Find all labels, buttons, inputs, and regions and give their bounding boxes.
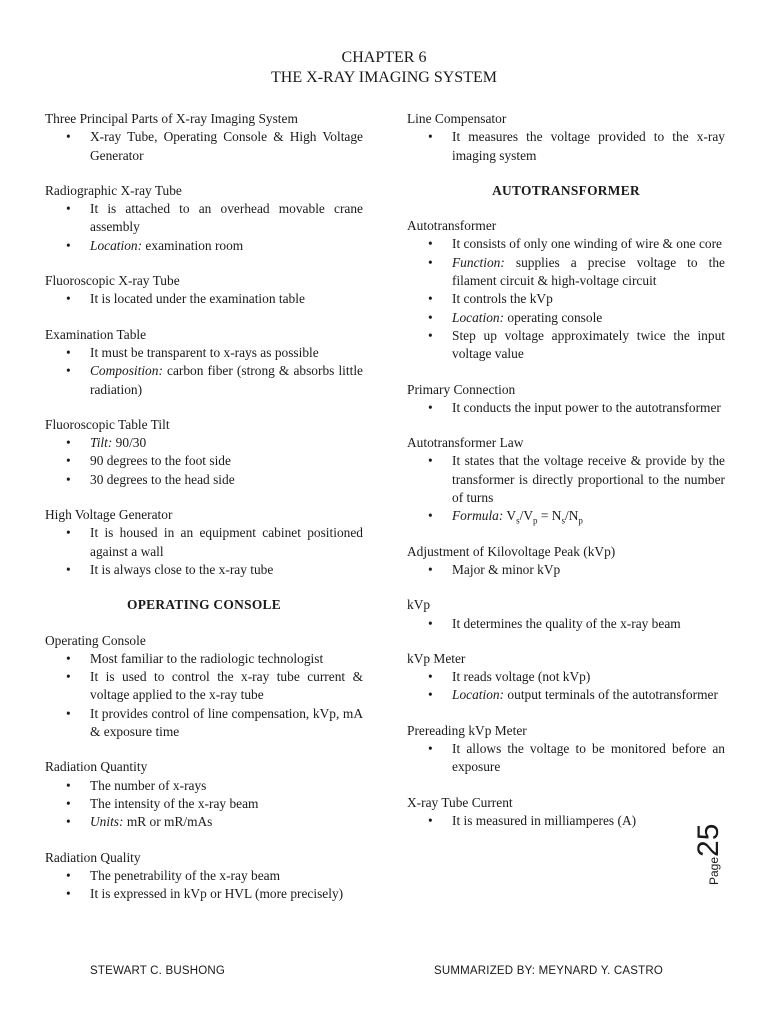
list-item: • It conducts the input power to the autotransformer (452, 399, 725, 417)
section-heading: X-ray Tube Current (407, 794, 513, 810)
list-item: • It states that the voltage receive & provide by the transformer is directly proportional to the number of turns (452, 452, 725, 507)
section-kvp-adjustment (407, 543, 725, 580)
section-kvp-meter (407, 650, 725, 705)
bullet-list (407, 235, 725, 363)
list-item: • It is housed in an equipment cabinet positioned against a wall (90, 524, 363, 561)
bullet-list (407, 668, 725, 705)
section-autotransformer (407, 217, 725, 363)
list-item: • X-ray Tube, Operating Console & High Voltage Generator (90, 128, 363, 165)
bullet-list (407, 452, 725, 525)
footer-summarizer: SUMMARIZED BY: MEYNARD Y. CASTRO (434, 965, 663, 977)
chapter-section-heading: OPERATING CONSOLE (126, 597, 282, 613)
formula-subscript: s (516, 516, 520, 527)
list-item: • The number of x-rays (90, 777, 363, 795)
formula-subscript: s (561, 516, 565, 527)
section-heading: Fluoroscopic X-ray Tube (45, 273, 180, 289)
list-item: • It is measured in milliamperes (A) (452, 812, 725, 830)
section-heading: Autotransformer (407, 218, 497, 234)
section-heading: Operating Console (45, 632, 146, 648)
section-heading: Autotransformer Law (407, 435, 524, 451)
right-column (407, 110, 725, 847)
bullet-list (45, 867, 363, 904)
bullet-list (407, 128, 725, 165)
item-label: Function: (452, 254, 505, 270)
bullet-list (407, 812, 725, 830)
section-heading: kVp Meter (407, 650, 466, 666)
item-label: Location: (90, 237, 143, 253)
section-heading: Line Compensator (407, 111, 507, 126)
list-item: • 90 degrees to the foot side (90, 452, 363, 470)
list-item: • It consists of only one winding of wire & one core (452, 235, 725, 253)
list-item (90, 434, 363, 452)
page-number-marker (692, 823, 768, 885)
list-item: • Most familiar to the radiologic technologist (90, 650, 363, 668)
item-text: mR or mR/mAs (123, 814, 213, 830)
section-heading: Radiographic X-ray Tube (45, 182, 182, 198)
section-examination-table (45, 326, 363, 399)
bullet-list (407, 561, 725, 579)
section-kvp (407, 596, 725, 633)
page-word: Page (707, 856, 721, 885)
formula-subscript: p (578, 516, 583, 527)
section-heading: Prereading kVp Meter (407, 722, 527, 738)
item-label: Location: (452, 309, 505, 325)
section-tube-current (407, 794, 725, 831)
list-item: • It must be transparent to x-rays as possible (90, 344, 363, 362)
section-heading: Examination Table (45, 326, 147, 342)
item-text: output terminals of the autotransformer (504, 687, 718, 703)
formula-subscript: p (533, 516, 538, 527)
list-item (90, 813, 363, 831)
item-text: 90/30 (112, 435, 147, 451)
bullet-list (45, 434, 363, 489)
list-item (90, 362, 363, 399)
formula-text: = N (537, 508, 562, 524)
list-item: • It measures the voltage provided to the x-ray imaging system (452, 128, 725, 165)
item-label: Formula: (452, 508, 504, 524)
section-prereading-meter (407, 722, 725, 777)
section-heading: Radiation Quantity (45, 759, 148, 775)
section-radiographic-tube (45, 182, 363, 255)
section-fluoroscopic-tube (45, 272, 363, 309)
list-item: • It is expressed in kVp or HVL (more precisely) (90, 885, 363, 903)
section-radiation-quality (45, 849, 363, 904)
bullet-list (45, 128, 363, 165)
section-heading: Radiation Quality (45, 849, 141, 865)
bullet-list (45, 344, 363, 399)
list-item (452, 254, 725, 291)
list-item: • It is always close to the x-ray tube (90, 561, 363, 579)
page-number: 25 (692, 823, 725, 857)
item-label: Composition: (90, 363, 163, 379)
item-label: Tilt: (90, 435, 113, 451)
bullet-list (45, 524, 363, 579)
list-item: • It controls the kVp (452, 290, 725, 308)
section-line-compensator (407, 110, 725, 165)
formula-text: /N (564, 508, 579, 524)
list-item: • It is located under the examination table (90, 290, 363, 308)
item-text: carbon fiber (strong & absorbs little radiation) (90, 363, 363, 397)
chapter-section-heading: AUTOTRANSFORMER (492, 182, 640, 198)
formula-text: /V (519, 508, 534, 524)
section-heading: kVp (407, 597, 431, 613)
list-item: • It is attached to an overhead movable crane assembly (90, 200, 363, 237)
section-autotransformer-law (407, 434, 725, 525)
bullet-list (45, 290, 363, 308)
list-item: • It allows the voltage to be monitored before an exposure (452, 740, 725, 777)
footer-author: STEWART C. BUSHONG (90, 965, 226, 977)
item-text: operating console (504, 309, 603, 325)
section-heading: Fluoroscopic Table Tilt (45, 416, 170, 432)
list-item: • The intensity of the x-ray beam (90, 795, 363, 813)
list-item: • 30 degrees to the head side (90, 471, 363, 489)
section-radiation-quantity (45, 758, 363, 831)
section-operating-console (45, 632, 363, 742)
section-heading: Three Principal Parts of X-ray Imaging System (45, 111, 298, 126)
document-title-block (0, 48, 768, 88)
bullet-list (407, 740, 725, 777)
list-item (452, 309, 725, 327)
section-heading: Adjustment of Kilovoltage Peak (kVp) (407, 543, 616, 559)
list-item (90, 237, 363, 255)
item-text: supplies a precise voltage to the filament circuit & high-voltage circuit (452, 254, 725, 289)
section-primary-connection (407, 381, 725, 418)
list-item: • Step up voltage approximately twice the input voltage value (452, 327, 725, 364)
list-item: • It determines the quality of the x-ray beam (452, 615, 725, 633)
left-column (45, 110, 363, 920)
chapter-title: THE X-RAY IMAGING SYSTEM (271, 69, 497, 86)
list-item: • Major & minor kVp (452, 561, 725, 579)
item-text: examination room (142, 237, 244, 253)
section-principal-parts (45, 110, 363, 165)
list-item: • It provides control of line compensation, kVp, mA & exposure time (90, 705, 363, 742)
section-heading: High Voltage Generator (45, 507, 173, 523)
section-high-voltage-generator (45, 506, 363, 579)
formula-text: V (503, 508, 517, 524)
list-item: • The penetrability of the x-ray beam (90, 867, 363, 885)
list-item (452, 686, 725, 704)
chapter-label: CHAPTER 6 (341, 49, 427, 66)
formula-item (452, 507, 725, 525)
bullet-list (45, 200, 363, 255)
bullet-list (45, 777, 363, 832)
bullet-list (407, 399, 725, 417)
section-heading: Primary Connection (407, 381, 516, 397)
list-item: • It is used to control the x-ray tube current & voltage applied to the x-ray tube (90, 668, 363, 705)
bullet-list (45, 650, 363, 741)
item-label: Units: (90, 814, 124, 830)
item-label: Location: (452, 687, 505, 703)
bullet-list (407, 615, 725, 633)
page-number-rotated (692, 823, 725, 885)
section-table-tilt (45, 416, 363, 489)
list-item: • It reads voltage (not kVp) (452, 668, 725, 686)
